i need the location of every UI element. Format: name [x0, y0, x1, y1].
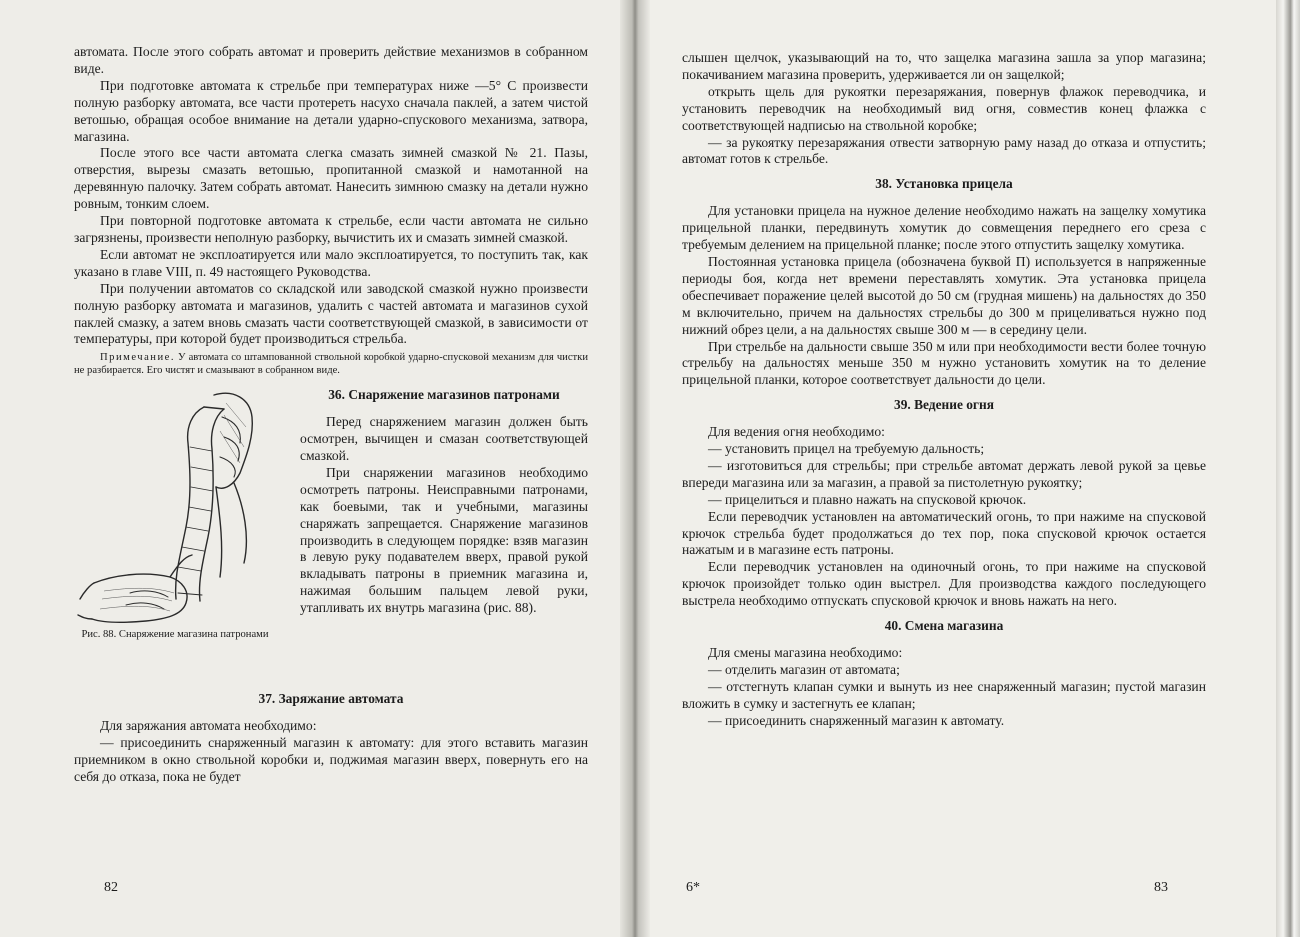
note-label: Примечание. [100, 352, 175, 364]
paragraph: При подготовке автомата к стрельбе при температурах ниже —5° С произвести полную разборку автомата, все части протереть насухо сначала паклей, а затем чистой ветошью, обращая особое внимание на детали ударно-спускового механизма, затвора, магазина. [74, 77, 588, 144]
figure-block [74, 387, 588, 683]
section-heading: 40. Смена магазина [884, 618, 1004, 634]
section-36 [300, 387, 588, 617]
paragraph: При снаряжении магазинов необходимо осмотреть патроны. Неисправными патронами, как боевыми, так и учебными, магазины снаряжать запрещается. Снаряжение магазинов производить в следующем порядке: взяв магазин в левую руку подавателем вверх, правой рукой вкладывать патроны в приемник магазина и, нажимая большим пальцем левой руки, утапливать их внутрь магазина (рис. 88). [300, 464, 588, 616]
paragraph: После этого все части автомата слегка смазать зимней смазкой № 21. Пазы, отверстия, вырезы смазать ветошью, пропитанной смазкой и намотанной на деревянную палочку. Затем собрать автомат. Нанесить зимнюю смазку на детали нужно ровным, тонким слоем. [74, 145, 588, 212]
paragraph: Для ведения огня необходимо: [708, 424, 885, 440]
paragraph: При стрельбе на дальности свыше 350 м или при необходимости вести более точную стрельбу на дальностях меньше 350 м нужно установить хомутик на то деление прицельной планки, которое соответствует дальности до цели. [682, 338, 1206, 388]
paragraph: Перед снаряжением магазин должен быть осмотрен, вычищен и смазан соответствующей смазкой. [300, 414, 588, 464]
paragraph: Если переводчик установлен на одиночный огонь, то при нажиме на спусковой крючок произойдет только один выстрел. Для производства каждого последующего выстрела необходимо отпускать спусковой крючок и вновь нажать на него. [682, 559, 1206, 609]
hand-loading-magazine-illustration [74, 387, 274, 657]
page-number: 83 [1154, 880, 1168, 895]
paragraph: Если переводчик установлен на автоматический огонь, то при нажиме на спусковой крючок стрельба будет продолжаться до тех пор, пока спусковой крючок остается нажатым и в магазине есть патроны. [682, 508, 1206, 558]
paragraph: При повторной подготовке автомата к стрельбе, если части автомата не сильно загрязнены, произвести неполную разборку, вычистить их и смазать зимней смазкой. [74, 213, 588, 245]
paragraph: — отделить магазин от автомата; [708, 661, 900, 677]
paragraph: — присоединить снаряженный магазин к автомату. [708, 712, 1005, 728]
paragraph: Для установки прицела на нужное деление необходимо нажать на защелку хомутика прицельной планки, передвинуть хомутик до совмещения переднего его среза с требуемым делением на прицельной планке; после этого отпустить защелку хомутика. [682, 203, 1206, 253]
section-heading: 36. Снаряжение магазинов патронами [328, 387, 560, 403]
paragraph: — за рукоятку перезаряжания отвести затворную раму назад до отказа и отпустить; автомат готов к стрельбе. [682, 134, 1206, 167]
paragraph: — установить прицел на требуемую дальность; [708, 441, 985, 457]
paragraph: — отстегнуть клапан сумки и вынуть из нее снаряженный магазин; пустой магазин вложить в сумку и застегнуть ее клапан; [682, 678, 1206, 711]
right-page [634, 0, 1286, 937]
book-gutter [620, 0, 650, 937]
note-text: У автомата со штампованной ствольной коробкой ударно-спусковой механизм для чистки не разбирается. Его чистят и смазывают в собранном виде. [74, 352, 588, 376]
section-heading: 39. Ведение огня [894, 397, 994, 413]
paragraph: слышен щелчок, указывающий на то, что защелка магазина зашла за упор магазина; покачиванием магазина проверить, удерживается ли он защелкой; [682, 50, 1206, 82]
paragraph: открыть щель для рукоятки перезаряжания, повернув флажок переводчика, и установить переводчик на необходимый вид огня, совместив конец флажка с соответствующей надписью на ствольной коробке; [682, 83, 1206, 133]
left-page [0, 0, 634, 937]
paragraph: Если автомат не эксплоатируется или мало эксплоатируется, то поступить так, как указано в главе VIII, п. 49 настоящего Руководства. [74, 246, 588, 279]
section-heading: 37. Заряжание автомата [258, 691, 404, 707]
paragraph: При получении автоматов со складской или заводской смазкой нужно произвести полную разборку автомата и магазинов, удалить с частей автомата и магазинов сухой паклей смазку, а затем вновь смазать части соответствующей смазкой, в зависимости от температуры, при которой будет производиться стрельба. [74, 280, 588, 347]
page-number: 82 [104, 880, 118, 895]
paragraph: Для заряжания автомата необходимо: [100, 718, 317, 734]
paragraph: Для смены магазина необходимо: [708, 645, 903, 660]
right-page-text [682, 50, 1206, 730]
section-heading: 38. Установка прицела [875, 176, 1013, 192]
page-edges [1276, 0, 1300, 937]
left-page-text [74, 44, 588, 786]
paragraph: — присоединить снаряженный магазин к автомату: для этого вставить магазин приемником в окно ствольной коробки и, поджимая магазин вверх, повернуть его на себя до отказа, пока не будет [74, 735, 588, 784]
paragraph: Постоянная установка прицела (обозначена буквой П) используется в напряженные периоды боя, когда нет времени переставлять хомутик. Эта установка прицела обеспечивает поражение целей высотой до 50 см (грудная мишень) на дальностях до 350 м включительно, причем на дальностях стрельбы до 300 м прицеливаться нужно под нижний обрез цели, а на дальностях свыше 300 м — в середину цели. [682, 253, 1206, 337]
paragraph: автомата. После этого собрать автомат и проверить действие механизмов в собранном виде. [74, 44, 588, 76]
note [74, 352, 588, 377]
figure-caption: Рис. 88. Снаряжение магазина патронами [81, 629, 269, 641]
paragraph: — прицелиться и плавно нажать на спусковой крючок. [708, 491, 1027, 507]
signature-mark: 6* [686, 880, 700, 895]
paragraph: — изготовиться для стрельбы; при стрельбе автомат держать левой рукой за цевье впереди магазина или за магазин, а правой за пистолетную рукоятку; [682, 457, 1206, 490]
